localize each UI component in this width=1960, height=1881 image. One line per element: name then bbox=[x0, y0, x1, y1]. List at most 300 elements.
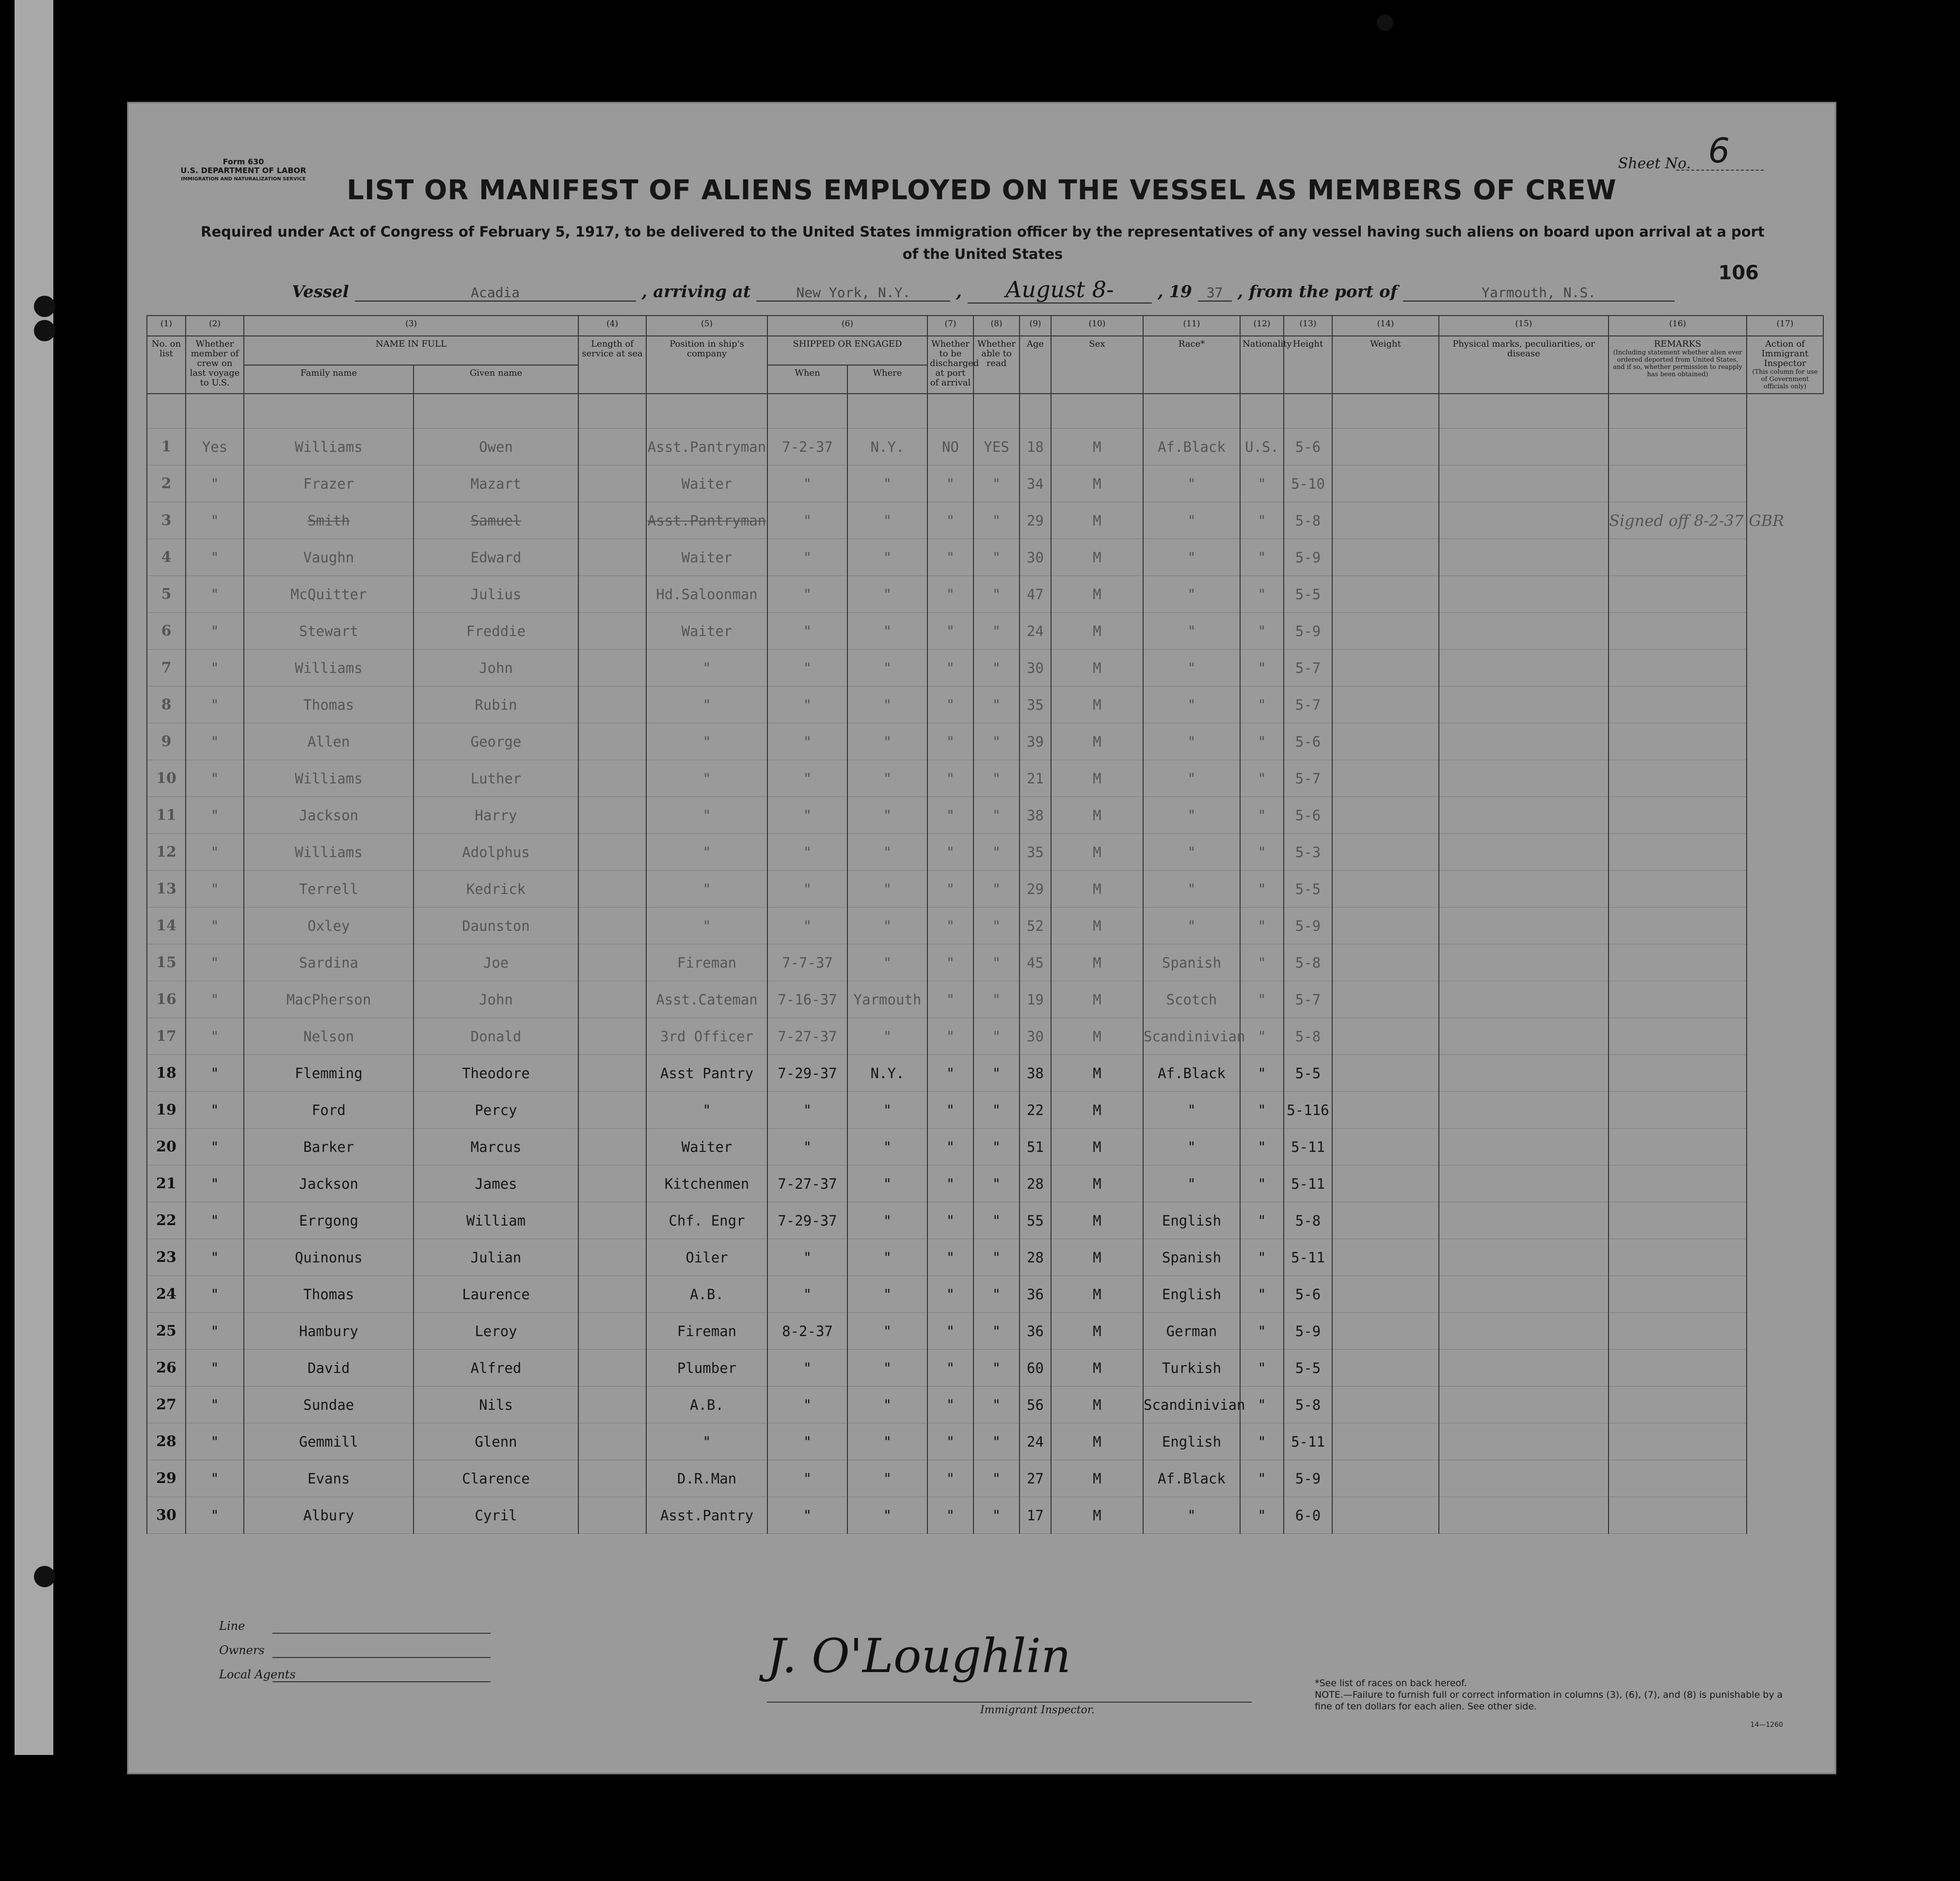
page-title: LIST OR MANIFEST OF ALIENS EMPLOYED ON THE VESSEL AS MEMBERS OF CREW bbox=[347, 175, 1617, 206]
cell-height: 5-7 bbox=[1284, 760, 1332, 797]
cell-engaged-where: " bbox=[847, 1497, 927, 1534]
cell-physical-marks bbox=[1439, 686, 1609, 723]
cell-last-voyage: " bbox=[186, 797, 244, 834]
cell-race: English bbox=[1143, 1423, 1240, 1460]
cell-height: 5-7 bbox=[1284, 981, 1332, 1018]
table-row bbox=[147, 686, 1823, 723]
table-row bbox=[147, 1276, 1823, 1313]
blank-row bbox=[147, 394, 1823, 429]
col-num: (5) bbox=[646, 316, 767, 336]
cell-physical-marks bbox=[1439, 1092, 1609, 1129]
line-label: Line bbox=[219, 1619, 245, 1633]
cell-engaged-where: " bbox=[847, 834, 927, 871]
cell-sex: M bbox=[1051, 1129, 1143, 1165]
cell-given-name: Harry bbox=[414, 797, 578, 834]
cell-sex: M bbox=[1051, 981, 1143, 1018]
table-row bbox=[147, 723, 1823, 760]
cell-length-service bbox=[578, 1092, 646, 1129]
cell-discharged: " bbox=[927, 1129, 973, 1165]
cell-physical-marks bbox=[1439, 1239, 1609, 1276]
cell-discharged: " bbox=[927, 1165, 973, 1202]
cell-remarks bbox=[1609, 1055, 1747, 1092]
cell-engaged-when: 7-7-37 bbox=[767, 944, 847, 981]
cell-row-number: 27 bbox=[147, 1387, 186, 1423]
arriving-label: , arriving at bbox=[641, 282, 751, 302]
table-row bbox=[147, 1239, 1823, 1276]
table-row bbox=[147, 1423, 1823, 1460]
cell-given-name: Leroy bbox=[414, 1313, 578, 1350]
cell-family-name: Sardina bbox=[244, 944, 414, 981]
cell-able-to-read: " bbox=[973, 723, 1020, 760]
cell-length-service bbox=[578, 1423, 646, 1460]
cell-sex: M bbox=[1051, 1202, 1143, 1239]
cell-engaged-when: " bbox=[767, 908, 847, 944]
table-row bbox=[147, 1350, 1823, 1387]
cell-weight bbox=[1332, 1497, 1439, 1534]
cell-height: 5-11 bbox=[1284, 1239, 1332, 1276]
cell-remarks bbox=[1609, 1350, 1747, 1387]
cell-race: " bbox=[1143, 908, 1240, 944]
cell-engaged-where: N.Y. bbox=[847, 1055, 927, 1092]
cell-last-voyage: " bbox=[186, 1165, 244, 1202]
cell-weight bbox=[1332, 1129, 1439, 1165]
page-subtitle: Required under Act of Congress of February 5, 1917, to be delivered to the United States immigration officer by the representatives of any vessel having such aliens on board upon arrival at a port of the United States bbox=[201, 223, 1765, 262]
cell-height: 5-8 bbox=[1284, 1202, 1332, 1239]
crew-rows bbox=[147, 394, 1823, 1534]
cell-discharged: " bbox=[927, 539, 973, 576]
header-height: Height bbox=[1284, 336, 1332, 394]
action-note: (This column for use of Government officials only) bbox=[1752, 368, 1818, 390]
cell-sex: M bbox=[1051, 1460, 1143, 1497]
cell-given-name: Owen bbox=[414, 429, 578, 465]
table-row bbox=[147, 429, 1823, 465]
column-header-row bbox=[147, 336, 1823, 365]
cell-height: 5-9 bbox=[1284, 1460, 1332, 1497]
cell-race: " bbox=[1143, 834, 1240, 871]
cell-engaged-when: 7-16-37 bbox=[767, 981, 847, 1018]
cell-position: Waiter bbox=[646, 539, 767, 576]
cell-discharged: " bbox=[927, 1460, 973, 1497]
header-race: Race* bbox=[1143, 336, 1240, 394]
cell-last-voyage: " bbox=[186, 760, 244, 797]
header-length-service: Length of service at sea bbox=[578, 336, 646, 394]
cell-weight bbox=[1332, 1055, 1439, 1092]
cell-race: Spanish bbox=[1143, 1239, 1240, 1276]
cell-given-name: Nils bbox=[414, 1387, 578, 1423]
cell-engaged-when: " bbox=[767, 1497, 847, 1534]
table-row bbox=[147, 539, 1823, 576]
cell-physical-marks bbox=[1439, 1350, 1609, 1387]
cell-last-voyage: " bbox=[186, 871, 244, 908]
cell-sex: M bbox=[1051, 539, 1143, 576]
cell-able-to-read: " bbox=[973, 1460, 1020, 1497]
cell-engaged-when: 8-2-37 bbox=[767, 1313, 847, 1350]
cell-remarks bbox=[1609, 1460, 1747, 1497]
cell-family-name: Albury bbox=[244, 1497, 414, 1534]
cell-age: 18 bbox=[1020, 429, 1051, 465]
cell-weight bbox=[1332, 613, 1439, 650]
cell-sex: M bbox=[1051, 576, 1143, 613]
sheet-label: Sheet No. bbox=[1618, 155, 1691, 172]
cell-age: 51 bbox=[1020, 1129, 1051, 1165]
cell-able-to-read: " bbox=[973, 760, 1020, 797]
cell-height: 5-10 bbox=[1284, 465, 1332, 502]
cell-family-name: Thomas bbox=[244, 1276, 414, 1313]
cell-physical-marks bbox=[1439, 1460, 1609, 1497]
cell-engaged-when: " bbox=[767, 1239, 847, 1276]
cell-given-name: Donald bbox=[414, 1018, 578, 1055]
arriving-port: New York, N.Y. bbox=[756, 285, 950, 302]
cell-last-voyage: " bbox=[186, 1276, 244, 1313]
cell-row-number: 30 bbox=[147, 1497, 186, 1534]
table-row bbox=[147, 613, 1823, 650]
cell-height: 5-7 bbox=[1284, 686, 1332, 723]
cell-row-number: 9 bbox=[147, 723, 186, 760]
cell-row-number: 14 bbox=[147, 908, 186, 944]
agents-underline bbox=[272, 1681, 491, 1682]
cell-nationality: U.S. bbox=[1240, 429, 1284, 465]
cell-given-name: John bbox=[414, 981, 578, 1018]
cell-physical-marks bbox=[1439, 834, 1609, 871]
cell-length-service bbox=[578, 1018, 646, 1055]
cell-family-name: Nelson bbox=[244, 1018, 414, 1055]
cell-engaged-when: 7-2-37 bbox=[767, 429, 847, 465]
cell-age: 28 bbox=[1020, 1165, 1051, 1202]
cell-remarks bbox=[1609, 1165, 1747, 1202]
table-row bbox=[147, 944, 1823, 981]
cell-engaged-when: " bbox=[767, 539, 847, 576]
cell-nationality: " bbox=[1240, 1276, 1284, 1313]
cell-family-name: Terrell bbox=[244, 871, 414, 908]
col-num: (14) bbox=[1332, 316, 1439, 336]
cell-race: " bbox=[1143, 1092, 1240, 1129]
cell-weight bbox=[1332, 1165, 1439, 1202]
cell-discharged: " bbox=[927, 1313, 973, 1350]
cell-height: 5-8 bbox=[1284, 1018, 1332, 1055]
cell-remarks bbox=[1609, 576, 1747, 613]
col-num: (3) bbox=[244, 316, 578, 336]
cell-given-name: Daunston bbox=[414, 908, 578, 944]
cell-position: Fireman bbox=[646, 1313, 767, 1350]
cell-family-name: Frazer bbox=[244, 465, 414, 502]
service-name: IMMIGRATION AND NATURALIZATION SERVICE bbox=[181, 176, 306, 182]
cell-race: " bbox=[1143, 723, 1240, 760]
header-shipped-engaged: SHIPPED OR ENGAGED bbox=[767, 336, 927, 365]
cell-position: " bbox=[646, 797, 767, 834]
cell-engaged-where: " bbox=[847, 944, 927, 981]
cell-nationality: " bbox=[1240, 465, 1284, 502]
cell-engaged-where: " bbox=[847, 1276, 927, 1313]
cell-able-to-read: " bbox=[973, 1497, 1020, 1534]
cell-position: Chf. Engr bbox=[646, 1202, 767, 1239]
cell-age: 17 bbox=[1020, 1497, 1051, 1534]
cell-position: " bbox=[646, 1092, 767, 1129]
race-note: *See list of races on back hereof. bbox=[1315, 1678, 1467, 1689]
cell-remarks bbox=[1609, 429, 1747, 465]
cell-nationality: " bbox=[1240, 981, 1284, 1018]
cell-sex: M bbox=[1051, 1423, 1143, 1460]
cell-able-to-read: " bbox=[973, 871, 1020, 908]
cell-engaged-when: " bbox=[767, 797, 847, 834]
cell-last-voyage: " bbox=[186, 1460, 244, 1497]
table-row bbox=[147, 1165, 1823, 1202]
cell-nationality: " bbox=[1240, 1350, 1284, 1387]
cell-age: 24 bbox=[1020, 613, 1051, 650]
cell-weight bbox=[1332, 1313, 1439, 1350]
table-row bbox=[147, 1497, 1823, 1534]
cell-discharged: " bbox=[927, 1276, 973, 1313]
cell-last-voyage: " bbox=[186, 1202, 244, 1239]
cell-discharged: " bbox=[927, 1018, 973, 1055]
cell-discharged: " bbox=[927, 613, 973, 650]
cell-family-name: Evans bbox=[244, 1460, 414, 1497]
table-row bbox=[147, 908, 1823, 944]
cell-row-number: 3 bbox=[147, 502, 186, 539]
manifest-sheet bbox=[127, 102, 1836, 1774]
col-num: (10) bbox=[1051, 316, 1143, 336]
sheet-number-line bbox=[1676, 170, 1764, 171]
cell-engaged-where: " bbox=[847, 502, 927, 539]
cell-physical-marks bbox=[1439, 1497, 1609, 1534]
binding-hole bbox=[1377, 15, 1393, 31]
cell-remarks bbox=[1609, 613, 1747, 650]
cell-physical-marks bbox=[1439, 1202, 1609, 1239]
cell-position: Asst Pantry bbox=[646, 1055, 767, 1092]
cell-row-number: 13 bbox=[147, 871, 186, 908]
cell-nationality: " bbox=[1240, 1313, 1284, 1350]
cell-length-service bbox=[578, 1350, 646, 1387]
cell-engaged-when: " bbox=[767, 502, 847, 539]
cell-able-to-read: YES bbox=[973, 429, 1020, 465]
cell-length-service bbox=[578, 465, 646, 502]
cell-row-number: 22 bbox=[147, 1202, 186, 1239]
cell-nationality: " bbox=[1240, 723, 1284, 760]
cell-given-name: Mazart bbox=[414, 465, 578, 502]
cell-length-service bbox=[578, 1276, 646, 1313]
column-number-row bbox=[147, 316, 1823, 336]
cell-physical-marks bbox=[1439, 465, 1609, 502]
cell-position: " bbox=[646, 723, 767, 760]
cell-sex: M bbox=[1051, 723, 1143, 760]
cell-engaged-where: " bbox=[847, 465, 927, 502]
cell-given-name: Adolphus bbox=[414, 834, 578, 871]
cell-weight bbox=[1332, 1092, 1439, 1129]
cell-position: Kitchenmen bbox=[646, 1165, 767, 1202]
cell-position: A.B. bbox=[646, 1276, 767, 1313]
cell-remarks bbox=[1609, 1387, 1747, 1423]
cell-engaged-where: Yarmouth bbox=[847, 981, 927, 1018]
cell-age: 30 bbox=[1020, 1018, 1051, 1055]
remarks-note: (Including statement whether alien ever ordered deported from United States, and if so, whether permission to reapply has been obtained) bbox=[1613, 349, 1742, 378]
cell-sex: M bbox=[1051, 1313, 1143, 1350]
cell-height: 5-9 bbox=[1284, 908, 1332, 944]
cell-sex: M bbox=[1051, 944, 1143, 981]
cell-last-voyage: " bbox=[186, 686, 244, 723]
cell-weight bbox=[1332, 650, 1439, 686]
cell-nationality: " bbox=[1240, 1055, 1284, 1092]
cell-remarks bbox=[1609, 1239, 1747, 1276]
cell-able-to-read: " bbox=[973, 1423, 1020, 1460]
cell-remarks bbox=[1609, 1313, 1747, 1350]
cell-remarks bbox=[1609, 944, 1747, 981]
cell-length-service bbox=[578, 429, 646, 465]
cell-nationality: " bbox=[1240, 1387, 1284, 1423]
cell-able-to-read: " bbox=[973, 944, 1020, 981]
cell-sex: M bbox=[1051, 686, 1143, 723]
cell-family-name: Williams bbox=[244, 650, 414, 686]
cell-discharged: " bbox=[927, 1423, 973, 1460]
cell-age: 38 bbox=[1020, 1055, 1051, 1092]
cell-sex: M bbox=[1051, 1387, 1143, 1423]
cell-position: " bbox=[646, 650, 767, 686]
cell-physical-marks bbox=[1439, 760, 1609, 797]
cell-row-number: 25 bbox=[147, 1313, 186, 1350]
cell-row-number: 8 bbox=[147, 686, 186, 723]
cell-sex: M bbox=[1051, 465, 1143, 502]
cell-physical-marks bbox=[1439, 1055, 1609, 1092]
col-num: (9) bbox=[1020, 316, 1051, 336]
cell-engaged-when: " bbox=[767, 834, 847, 871]
cell-given-name: Luther bbox=[414, 760, 578, 797]
cell-position: Waiter bbox=[646, 613, 767, 650]
binding-hole bbox=[34, 320, 55, 341]
cell-physical-marks bbox=[1439, 944, 1609, 981]
cell-row-number: 11 bbox=[147, 797, 186, 834]
cell-nationality: " bbox=[1240, 502, 1284, 539]
cell-given-name: William bbox=[414, 1202, 578, 1239]
cell-sex: M bbox=[1051, 1350, 1143, 1387]
cell-able-to-read: " bbox=[973, 1055, 1020, 1092]
cell-able-to-read: " bbox=[973, 797, 1020, 834]
cell-physical-marks bbox=[1439, 613, 1609, 650]
cell-engaged-where: " bbox=[847, 1129, 927, 1165]
cell-physical-marks bbox=[1439, 650, 1609, 686]
cell-weight bbox=[1332, 760, 1439, 797]
cell-engaged-when: 7-29-37 bbox=[767, 1202, 847, 1239]
cell-family-name: Stewart bbox=[244, 613, 414, 650]
cell-family-name: Thomas bbox=[244, 686, 414, 723]
cell-height: 5-11 bbox=[1284, 1423, 1332, 1460]
cell-engaged-when: " bbox=[767, 1092, 847, 1129]
cell-remarks bbox=[1609, 834, 1747, 871]
cell-row-number: 7 bbox=[147, 650, 186, 686]
cell-race: Af.Black bbox=[1143, 1460, 1240, 1497]
cell-position: " bbox=[646, 1423, 767, 1460]
cell-race: Turkish bbox=[1143, 1350, 1240, 1387]
cell-given-name: Joe bbox=[414, 944, 578, 981]
cell-family-name: Gemmill bbox=[244, 1423, 414, 1460]
cell-position: " bbox=[646, 908, 767, 944]
cell-height: 5-6 bbox=[1284, 797, 1332, 834]
cell-engaged-where: " bbox=[847, 760, 927, 797]
sheet-number: 6 bbox=[1708, 131, 1730, 171]
cell-nationality: " bbox=[1240, 834, 1284, 871]
header-no-on-list: No. on list bbox=[147, 336, 186, 394]
stamp-number: 106 bbox=[1718, 262, 1759, 284]
cell-race: " bbox=[1143, 686, 1240, 723]
cell-row-number: 15 bbox=[147, 944, 186, 981]
cell-given-name: George bbox=[414, 723, 578, 760]
header-weight: Weight bbox=[1332, 336, 1439, 394]
cell-height: 5-6 bbox=[1284, 723, 1332, 760]
cell-position: " bbox=[646, 686, 767, 723]
arrival-date: August 8- bbox=[968, 276, 1152, 303]
cell-age: 29 bbox=[1020, 871, 1051, 908]
cell-row-number: 24 bbox=[147, 1276, 186, 1313]
cell-last-voyage: " bbox=[186, 1313, 244, 1350]
cell-sex: M bbox=[1051, 834, 1143, 871]
cell-height: 5-11 bbox=[1284, 1129, 1332, 1165]
form-code: 14—1260 bbox=[1750, 1721, 1783, 1729]
cell-race: Scandinivian bbox=[1143, 1387, 1240, 1423]
cell-remarks bbox=[1609, 760, 1747, 797]
cell-weight bbox=[1332, 576, 1439, 613]
cell-remarks bbox=[1609, 908, 1747, 944]
cell-last-voyage: " bbox=[186, 1018, 244, 1055]
cell-last-voyage: " bbox=[186, 1129, 244, 1165]
cell-last-voyage: " bbox=[186, 1423, 244, 1460]
cell-last-voyage: " bbox=[186, 1055, 244, 1092]
cell-remarks bbox=[1609, 871, 1747, 908]
cell-last-voyage: " bbox=[186, 834, 244, 871]
cell-age: 21 bbox=[1020, 760, 1051, 797]
inspector-signature: J. O'Loughlin bbox=[767, 1629, 1071, 1683]
cell-able-to-read: " bbox=[973, 539, 1020, 576]
table-row bbox=[147, 1460, 1823, 1497]
cell-family-name: Hambury bbox=[244, 1313, 414, 1350]
cell-engaged-when: " bbox=[767, 760, 847, 797]
cell-engaged-where: " bbox=[847, 539, 927, 576]
cell-engaged-when: " bbox=[767, 576, 847, 613]
cell-length-service bbox=[578, 1239, 646, 1276]
header-action bbox=[1747, 336, 1823, 394]
header-physical-marks: Physical marks, peculiarities, or disease bbox=[1439, 336, 1609, 394]
cell-engaged-where: " bbox=[847, 686, 927, 723]
manifest-footer bbox=[127, 1614, 1836, 1760]
cell-height: 5-5 bbox=[1284, 576, 1332, 613]
cell-given-name: Cyril bbox=[414, 1497, 578, 1534]
cell-height: 6-0 bbox=[1284, 1497, 1332, 1534]
cell-sex: M bbox=[1051, 1055, 1143, 1092]
cell-family-name: Ford bbox=[244, 1092, 414, 1129]
cell-last-voyage: " bbox=[186, 576, 244, 613]
cell-given-name: Edward bbox=[414, 539, 578, 576]
col-num: (4) bbox=[578, 316, 646, 336]
table-row bbox=[147, 576, 1823, 613]
cell-remarks bbox=[1609, 723, 1747, 760]
cell-row-number: 19 bbox=[147, 1092, 186, 1129]
cell-race: German bbox=[1143, 1313, 1240, 1350]
cell-weight bbox=[1332, 797, 1439, 834]
cell-family-name: Allen bbox=[244, 723, 414, 760]
table-row bbox=[147, 1092, 1823, 1129]
cell-length-service bbox=[578, 760, 646, 797]
cell-discharged: " bbox=[927, 502, 973, 539]
cell-discharged: " bbox=[927, 465, 973, 502]
cell-able-to-read: " bbox=[973, 908, 1020, 944]
cell-nationality: " bbox=[1240, 1497, 1284, 1534]
department-name: U.S. DEPARTMENT OF LABOR bbox=[180, 166, 306, 175]
owners-label: Owners bbox=[219, 1643, 265, 1657]
cell-physical-marks bbox=[1439, 908, 1609, 944]
vessel-label: Vessel bbox=[292, 282, 349, 302]
cell-family-name: Quinonus bbox=[244, 1239, 414, 1276]
cell-physical-marks bbox=[1439, 981, 1609, 1018]
cell-last-voyage: " bbox=[186, 723, 244, 760]
cell-given-name: Julian bbox=[414, 1239, 578, 1276]
cell-nationality: " bbox=[1240, 1165, 1284, 1202]
cell-remarks bbox=[1609, 1276, 1747, 1313]
